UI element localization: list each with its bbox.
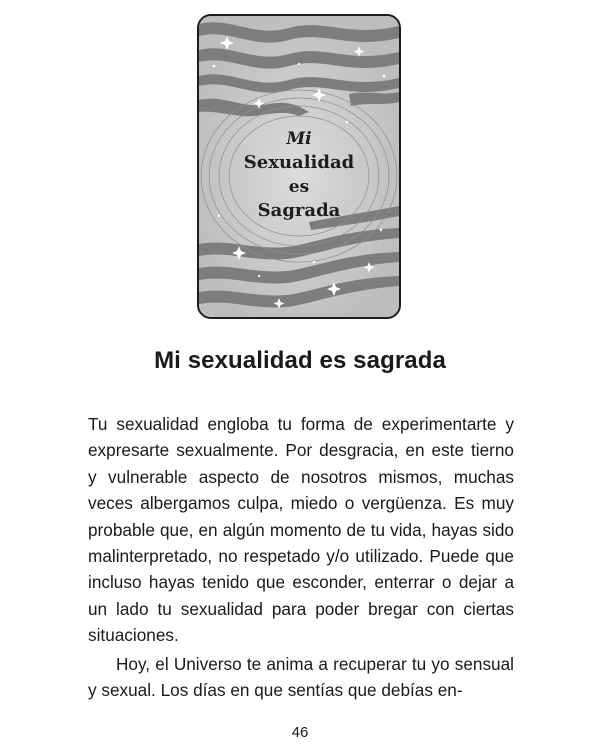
card-title-line-4: Sagrada <box>257 200 341 221</box>
oracle-card-illustration <box>197 14 401 319</box>
section-heading: Mi sexualidad es sagrada <box>154 347 446 374</box>
body-text <box>88 411 514 703</box>
paragraph-1: Tu sexualidad engloba tu forma de experimentarte y expresarte sexualmente. Por desgracia, en este tierno y vulnerable aspecto de nosotros mismos, muchas veces albergamos culpa, miedo o vergüenza. Es muy probable que, en algún momento de tu vida, hayas sido malinterpretado, no respetado y/o utilizado. Puede que incluso hayas tenido que esconder, enterrar o dejar a un lado tu sexualidad para poder bregar con ciertas situaciones. <box>88 414 514 646</box>
page-number: 46 <box>291 724 309 741</box>
card-title-line-3: es <box>288 177 310 197</box>
card-title-line-1: Mi <box>286 129 312 149</box>
card-title-line-2: Sexualidad <box>243 152 355 173</box>
paragraph-2: Hoy, el Universo te anima a recuperar tu yo sensual y sexual. Los días en que sentías que debías en- <box>88 653 514 701</box>
card-artwork <box>199 16 399 317</box>
